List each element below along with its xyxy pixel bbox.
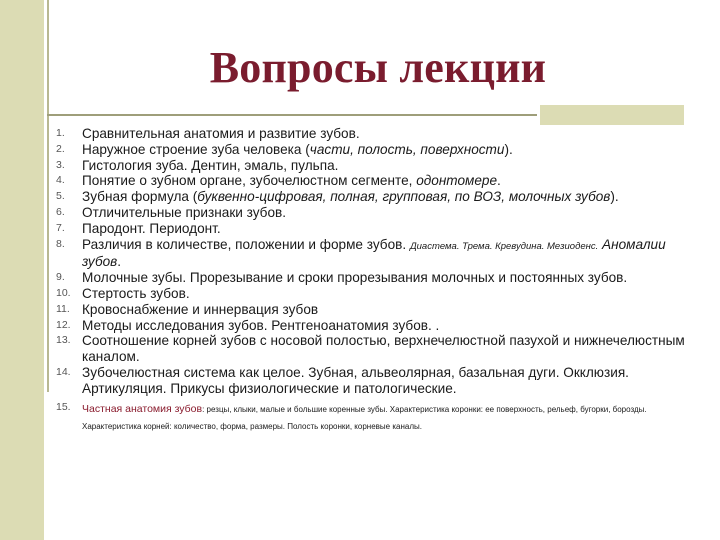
title-underline-block (540, 105, 684, 125)
list-item (56, 126, 706, 142)
list-item-text: Различия в количестве, положении и форме зубов. (82, 236, 410, 252)
list-item-number: 11. (56, 302, 70, 315)
list-item-text: Соотношение корней зубов с носовой полостью, верхнечелюстной пазухой и нижнечелюстным каналом. (82, 333, 685, 365)
list-item-number: 12. (56, 318, 71, 331)
list-item-text: Стертость зубов. (82, 285, 190, 301)
list-item-text: Молочные зубы. Прорезывание и сроки прорезывания молочных и постоянных зубов. (82, 270, 628, 286)
list-item-text: Наружное строение зуба человека ( (82, 141, 310, 157)
slide-title: Вопросы лекции (209, 43, 547, 92)
list-item-number: 4. (56, 174, 65, 187)
list-item-number: 1. (56, 127, 65, 139)
list-item-tail: . (117, 254, 122, 270)
list-item-number: 15. (56, 400, 71, 413)
lecture-questions-list (56, 126, 706, 433)
list-item (56, 205, 706, 221)
list-item-lead: Частная анатомия зубов (82, 402, 203, 415)
list-item-text: Пародонт. Периодонт. (82, 220, 221, 236)
list-item-number: 13. (56, 334, 71, 347)
list-item-tail: . (497, 173, 501, 189)
list-item-detail: : резцы, клыки, малые и большие коренные зубы. Характеристика коронки: ее поверхность, рельеф, бугорки, борозды. Характеристика корней: количество, форма, размеры. Полость коронки, корневые каналы. (82, 404, 647, 432)
list-item-number: 2. (56, 142, 65, 155)
list-item-tail: ). (504, 141, 513, 157)
list-item-text: Кровоснабжение и иннервация зубов (82, 301, 319, 317)
list-item (56, 318, 706, 334)
list-item-text: Сравнительная анатомия и развитие зубов. (82, 126, 360, 141)
list-item (56, 302, 706, 318)
list-item-text: Зубная формула ( (82, 189, 198, 205)
list-item-text: Отличительные признаки зубов. (82, 204, 287, 220)
list-item-tail: ). (610, 189, 619, 205)
list-item-number: 5. (56, 190, 65, 203)
list-item-number: 14. (56, 365, 71, 378)
list-item-small-terms: Диастема. Трема. Кревудина. Мезиоденс. (409, 240, 599, 252)
list-item (56, 142, 706, 158)
list-item-italic: одонтомере (416, 173, 498, 189)
list-item (56, 173, 706, 189)
list-item-text: Гистология зуба. Дентин, эмаль, пульпа. (82, 157, 339, 173)
list-item-italic: части, полость, поверхности (309, 141, 505, 157)
list-item (56, 365, 706, 397)
list-item-number: 10. (56, 286, 71, 299)
list-item-number: 9. (56, 271, 65, 284)
list-item-number: 6. (56, 205, 65, 218)
list-item-text: Понятие о зубном органе, зубочелюстном сегменте, (82, 173, 417, 189)
title-underline (47, 114, 537, 116)
list-item-italic: Аномалии зубов (82, 236, 666, 270)
list-item-text: Зубочелюстная система как целое. Зубная, альвеолярная, базальная дуги. Окклюзия. Артикуляция. Прикусы физиологические и патологические. (82, 364, 629, 396)
list-item-number: 7. (56, 221, 65, 234)
list-item (56, 158, 706, 174)
list-item (56, 189, 706, 205)
list-item (56, 270, 706, 286)
list-item-italic: буквенно-цифровая, полная, групповая, по ВОЗ, молочных зубов (197, 189, 611, 205)
list-item-text: Методы исследования зубов. Рентгеноанатомия зубов. . (82, 317, 440, 333)
list-item-number: 3. (56, 158, 65, 171)
list-item-number: 8. (56, 237, 65, 250)
list-item (56, 400, 706, 434)
list-item (56, 237, 706, 271)
list-item (56, 333, 706, 365)
list-item (56, 221, 706, 237)
list-item (56, 286, 706, 302)
